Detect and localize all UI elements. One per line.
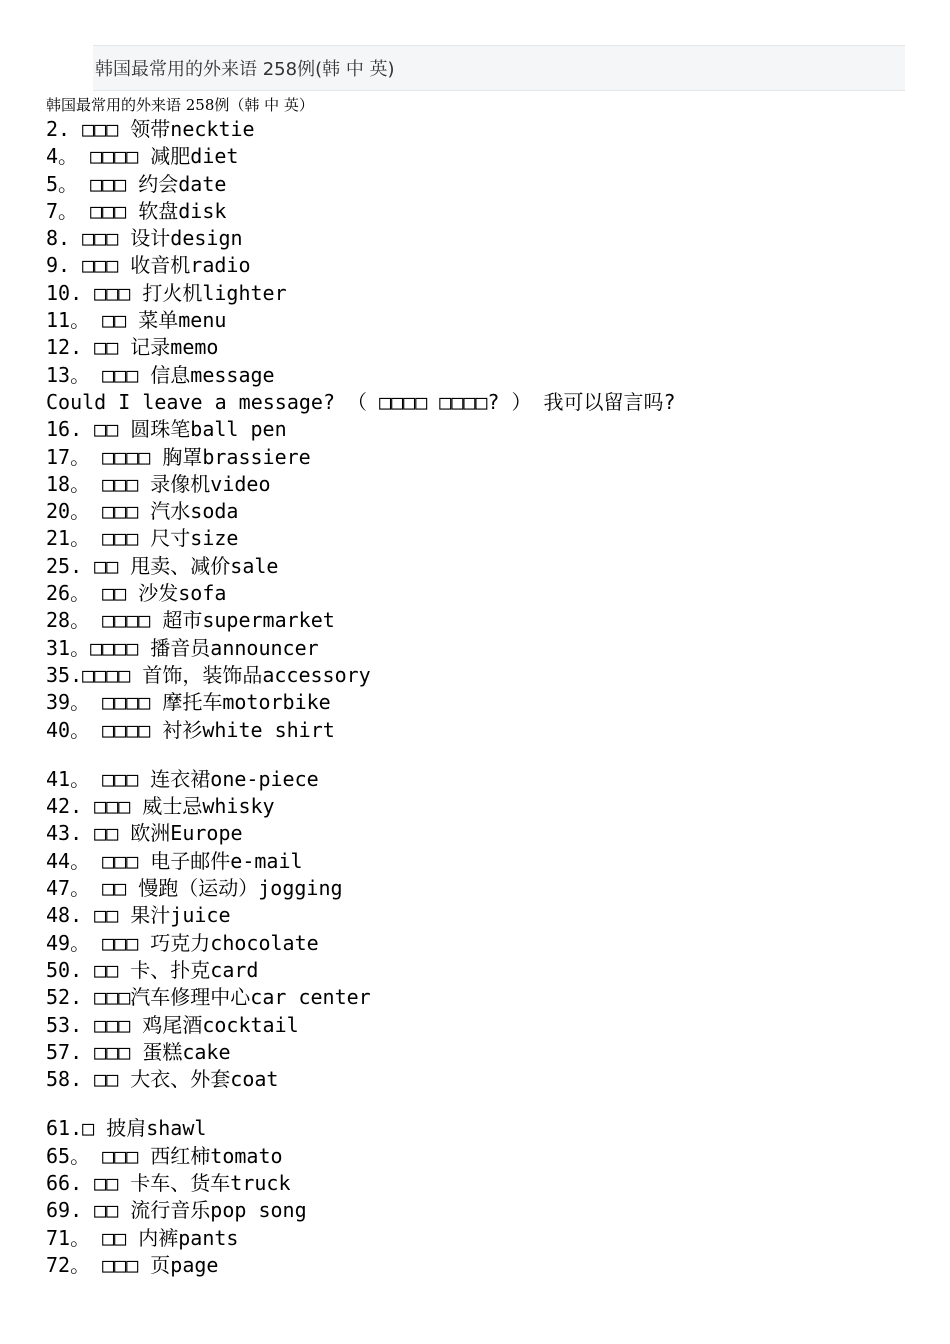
vocab-entry: 13。 □□□ 信息message — [46, 362, 275, 387]
vocab-entry: 72。 □□□ 页page — [46, 1252, 219, 1277]
example-sentence: Could I leave a message? （ □□□□ □□□□? ） 我可以留言吗? — [46, 389, 676, 414]
vocabulary-block-3 — [46, 1115, 926, 1279]
vocab-entry: 17。 □□□□ 胸罩brassiere — [46, 444, 311, 469]
vocab-entry: 11。 □□ 菜单menu — [46, 308, 227, 333]
paragraph-gap — [46, 1093, 926, 1115]
vocab-entry: 40。 □□□□ 衬衫white shirt — [46, 717, 335, 742]
vocab-entry: 20。 □□□ 汽水soda — [46, 499, 239, 524]
vocab-entry: 52. □□□汽车修理中心car center — [46, 985, 371, 1010]
vocab-entry: 44。 □□□ 电子邮件e-mail — [46, 848, 303, 873]
vocabulary-block-2 — [46, 766, 926, 1094]
vocab-entry: 5。 □□□ 约会date — [46, 171, 227, 196]
vocab-entry: 48. □□ 果汁juice — [46, 903, 231, 928]
vocab-entry: 25. □□ 甩卖、减价sale — [46, 553, 279, 578]
vocab-entry: 28。 □□□□ 超市supermarket — [46, 608, 335, 633]
vocabulary-block-1 — [46, 116, 926, 744]
document-subtitle: 韩国最常用的外来语 258例（韩 中 英） — [46, 96, 314, 114]
vocab-entry: 9. □□□ 收音机radio — [46, 253, 251, 278]
vocab-entry: 35.□□□□ 首饰，装饰品accessory — [46, 662, 371, 687]
vocab-entry: 31。□□□□ 播音员announcer — [46, 635, 319, 660]
vocab-entry: 12. □□ 记录memo — [46, 335, 219, 360]
vocab-entry: 49。 □□□ 巧克力chocolate — [46, 930, 319, 955]
vocab-entry: 57. □□□ 蛋糕cake — [46, 1039, 231, 1064]
vocab-entry: 66. □□ 卡车、货车truck — [46, 1170, 291, 1195]
vocab-entry: 53. □□□ 鸡尾酒cocktail — [46, 1012, 299, 1037]
vocab-entry: 2. □□□ 领带necktie — [46, 117, 255, 141]
vocab-entry: 65。 □□□ 西红柿tomato — [46, 1143, 283, 1168]
vocab-entry: 8. □□□ 设计design — [46, 226, 243, 251]
vocab-entry: 47。 □□ 慢跑（运动）jogging — [46, 876, 343, 901]
document-title-bar — [93, 45, 905, 91]
vocab-entry: 39。 □□□□ 摩托车motorbike — [46, 690, 331, 715]
vocab-entry: 21。 □□□ 尺寸size — [46, 526, 239, 551]
vocabulary-list — [46, 116, 926, 1279]
vocab-entry: 61.□ 披肩shawl — [46, 1116, 207, 1141]
vocab-entry: 71。 □□ 内裤pants — [46, 1225, 239, 1250]
vocab-entry: 16. □□ 圆珠笔ball pen — [46, 417, 287, 442]
vocab-entry: 50. □□ 卡、扑克card — [46, 957, 259, 982]
vocab-entry: 7。 □□□ 软盘disk — [46, 198, 227, 223]
vocab-entry: 42. □□□ 威士忌whisky — [46, 794, 275, 819]
vocab-entry: 26。 □□ 沙发sofa — [46, 581, 227, 606]
vocab-entry: 41。 □□□ 连衣裙one-piece — [46, 766, 319, 791]
document-title: 韩国最常用的外来语 258例(韩 中 英) — [95, 59, 395, 80]
vocab-entry: 69. □□ 流行音乐pop song — [46, 1198, 307, 1223]
vocab-entry: 10. □□□ 打火机lighter — [46, 280, 287, 305]
vocab-entry: 43. □□ 欧洲Europe — [46, 821, 243, 846]
vocab-entry: 4。 □□□□ 减肥diet — [46, 144, 239, 169]
vocab-entry: 58. □□ 大衣、外套coat — [46, 1067, 279, 1092]
vocab-entry: 18。 □□□ 录像机video — [46, 471, 271, 496]
paragraph-gap — [46, 744, 926, 766]
